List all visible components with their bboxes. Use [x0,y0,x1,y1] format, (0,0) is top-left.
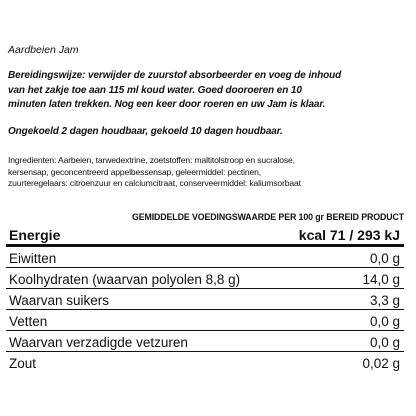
nutrition-table [6,223,404,372]
nutrient-value: 0,0 g [369,335,400,350]
nutrient-value: 0,02 g [362,356,400,371]
instructions-line: Bereidingswijze: verwijder de zuurstof absorbeerder en voeg de inhoud [8,70,342,81]
nutrition-row-salt [6,352,404,372]
ingredients-line: zuurteregelaars: citroenzuur en calciumcitraat, conserveermiddel: kaliumsorbaat [8,178,301,188]
instructions-line: minuten laten trekken. Nog een keer door roeren en uw Jam is klaar. [8,99,326,110]
nutrition-row-fats [6,310,404,331]
nutrient-label: Zout [9,356,37,371]
shelf-life-text: Ongekoeld 2 dagen houdbaar, gekoeld 10 dagen houdbaar. [8,126,283,137]
nutrient-label: Waarvan verzadigde vetzuren [9,335,188,350]
instructions-line: van het zakje toe aan 115 ml koud water. Goed dooroeren en 10 [8,84,302,96]
nutrient-value: 14,0 g [362,272,400,287]
energy-label: Energie [9,227,61,243]
nutrition-row-sugars [6,289,404,310]
nutrient-label: Koolhydraten (waarvan polyolen 8,8 g) [9,272,241,287]
nutrient-value: 0,0 g [369,314,400,329]
nutrient-label: Waarvan suikers [9,293,110,308]
product-title: Aardbeien Jam [8,44,79,56]
energy-value: kcal 71 / 293 kJ [298,227,400,243]
preparation-instructions [8,69,408,113]
nutrient-label: Eiwitten [9,251,57,266]
ingredients-list [8,155,408,190]
nutrition-row-protein [6,247,404,268]
nutrient-label: Vetten [9,314,48,329]
nutrient-value: 3,3 g [369,293,400,308]
nutrient-value: 0,0 g [369,251,400,266]
nutrition-row-saturated-fats [6,331,404,352]
nutrition-row-carbohydrates [6,268,404,289]
ingredients-line: kersensap, geconcentreerd appelbessensap, geleermiddel: pectinen, [8,166,262,177]
energy-row [6,223,404,247]
ingredients-line: Ingredienten: Aarbeien, tarwedextrine, zoetstoffen: maltitolstroop en sucralose, [8,155,295,165]
nutrition-header: GEMIDDELDE VOEDINGSWAARDE PER 100 gr BEREID PRODUCT [131,212,404,222]
